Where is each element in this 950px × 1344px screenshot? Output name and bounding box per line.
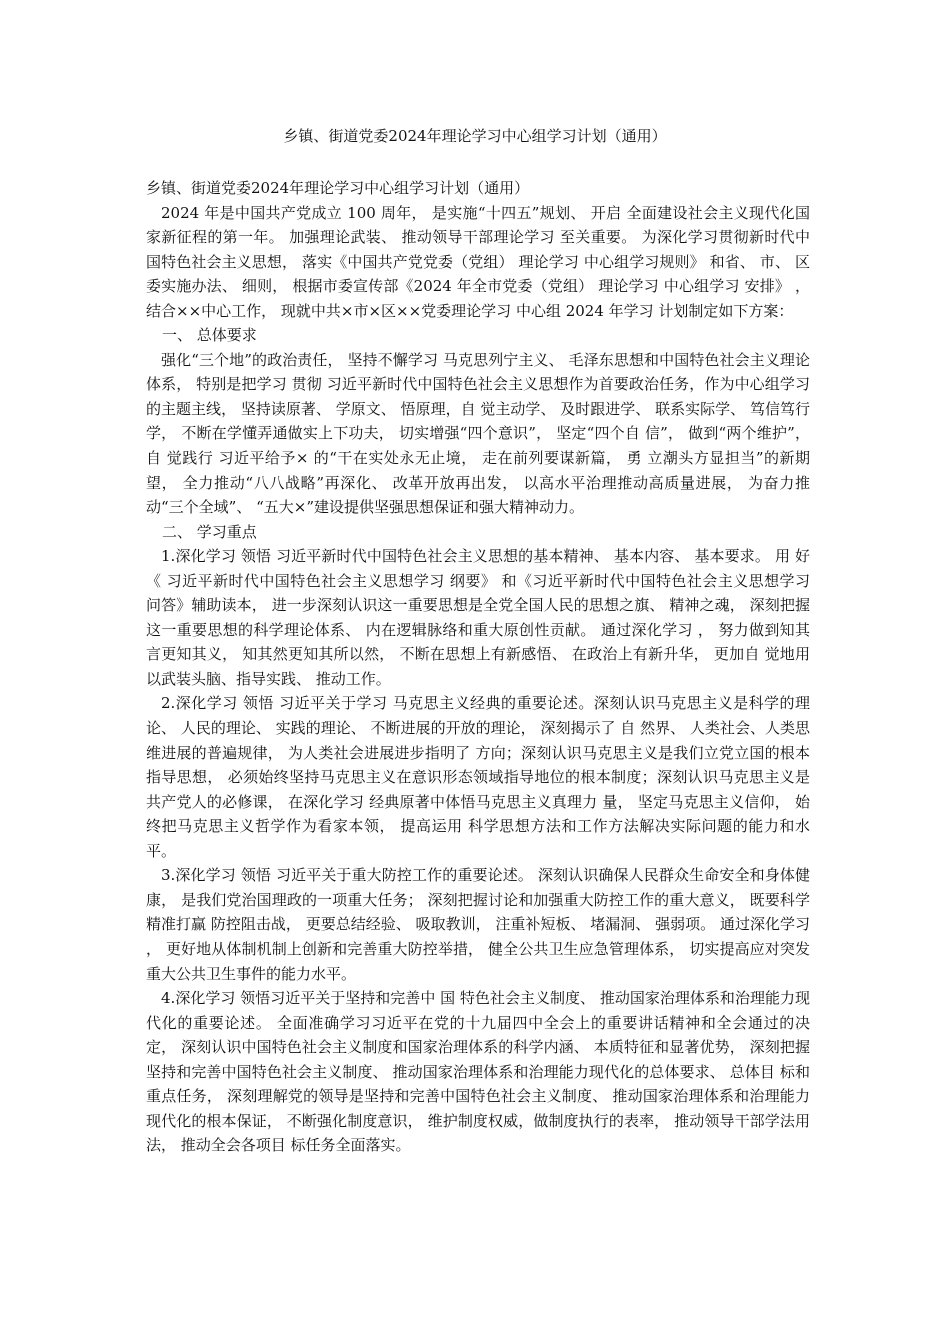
study-focus-item-2: 2.深化学习 领悟 习近平关于学习 马克思主义经典的重要论述。深刻认识马克思主义是科学的理论、 人民的理论、 实践的理论、 不断进展的开放的理论， 深刻揭示了 自 然界、 人类社会、人类思维进展的普遍规律， 为人类社会进展进步指明了 方向；深刻认识马克思主义是我们立党立国的根本指导思想， 必须始终坚持马克思主义在意识形态领域指导地位的根本制度；深刻认识马克思主义是共产党人的必修课， 在深化学习 经典原著中体悟马克思主义真理力 量， 坚定马克思主义信仰， 始终把马克思主义哲学作为看家本领， 提高运用 科学思想方法和工作方法解决实际问题的能力和水平。 — [146, 694, 810, 860]
document-title: 乡镇、街道党委2024年理论学习中心组学习计划（通用） — [283, 127, 667, 145]
study-focus-item-4: 4.深化学习 领悟习近平关于坚持和完善中 国 特色社会主义制度、 推动国家治理体系和治理能力现代化的重要论述。 全面准确学习习近平在党的十九届四中全会上的重要讲话精神和全会通过的决定， 深刻认识中国特色社会主义制度和国家治理体系的科学内涵、 本质特征和显著优势， 深刻把握坚持和完善中国特色社会主义制度、 推动国家治理体系和治理能力现代化的总体要求、 总体目 标和重点任务， 深刻理解党的领导是坚持和完善中国特色社会主义制度、 推动国家治理体系和治理能力现代化的根本保证， 不断强化制度意识， 维护制度权威，做制度执行的表率， 推动领导干部学法用 法， 推动全会各项目 标任务全面落实。 — [146, 989, 810, 1155]
study-focus-item-3: 3.深化学习 领悟 习近平关于重大防控工作的重要论述。 深刻认识确保人民群众生命安全和身体健康， 是我们党治国理政的一项重大任务； 深刻把握讨论和加强重大防控工作的重大意义， 既要科学精准打赢 防控阻击战， 更要总结经验、 吸取教训， 注重补短板、 堵漏洞、 强弱项。 通过深化学习 ， 更好地从体制机制上创新和完善重大防控举措， 健全公共卫生应急管理体系， 切实提高应对突发重大公共卫生事件的能力水平。 — [146, 866, 810, 983]
section-heading-overall-requirements: 一、 总体要求 — [162, 326, 257, 345]
overall-requirements-paragraph: 强化“三个地”的政治责任， 坚持不懈学习 马克思列宁主义、 毛泽东思想和中国特色社会主义理论体系， 特别是把学习 贯彻 习近平新时代中国特色社会主义思想作为首要政治任务，作为中心组学习 的主题主线， 坚持读原著、 学原文、 悟原理，自 觉主动学、 及时跟进学、 联系实际学、 笃信笃行学， 不断在学懂弄通做实上下功夫， 切实增强“四个意识”， 坚定“四个自 信”， 做到“两个维护”， 自 觉践行 习近平给予× 的“干在实处永无止境， 走在前列要谋新篇， 勇 立潮头方显担当”的新期望， 全力推动“八八战略”再深化、 改革开放再出发， 以高水平治理推动高质量进展， 为奋力推动“三个全域”、 “五大×”建设提供坚强思想保证和强大精神动力。 — [146, 350, 810, 517]
section-heading-study-focus: 二、 学习重点 — [162, 522, 257, 541]
body-subtitle: 乡镇、街道党委2024年理论学习中心组学习计划（通用） — [146, 179, 530, 197]
study-focus-item-1: 1.深化学习 领悟 习近平新时代中国特色社会主义思想的基本精神、 基本内容、 基本要求。 用 好《 习近平新时代中国特色社会主义思想学习 纲要》 和《习近平新时代中国特色社会主义思想学习 问答》辅助读本， 进一步深刻认识这一重要思想是全党全国人民的思想之旗、 精神之魂， 深刻把握这一重要思想的科学理论体系、 内在逻辑脉络和重大原创性贡献。 通过深化学习 ， 努力做到知其言更知其义， 知其然更知其所以然， 不断在思想上有新感悟、 在政治上有新升华， 更加自 觉地用 以武装头脑、指导实践、 推动工作。 — [146, 547, 810, 688]
document-body — [146, 176, 810, 1158]
intro-paragraph: 2024 年是中国共产党成立 100 周年， 是实施“十四五”规划、 开启 全面建设社会主义现代化国家新征程的第一年。 加强理论武装、 推动领导干部理论学习 至关重要。 为深化学习贯彻新时代中国特色社会主义思想， 落实《中国共产党党委（党组） 理论学习 中心组学习规则》 和省、 市、 区委实施办法、 细则， 根据市委宣传部《2024 年全市党委（党组） 理论学习 中心组学习 安排》 ， 结合××中心工作， 现就中共×市×区××党委理论学习 中心组 2024 年学习 计划制定如下方案： — [146, 203, 810, 320]
